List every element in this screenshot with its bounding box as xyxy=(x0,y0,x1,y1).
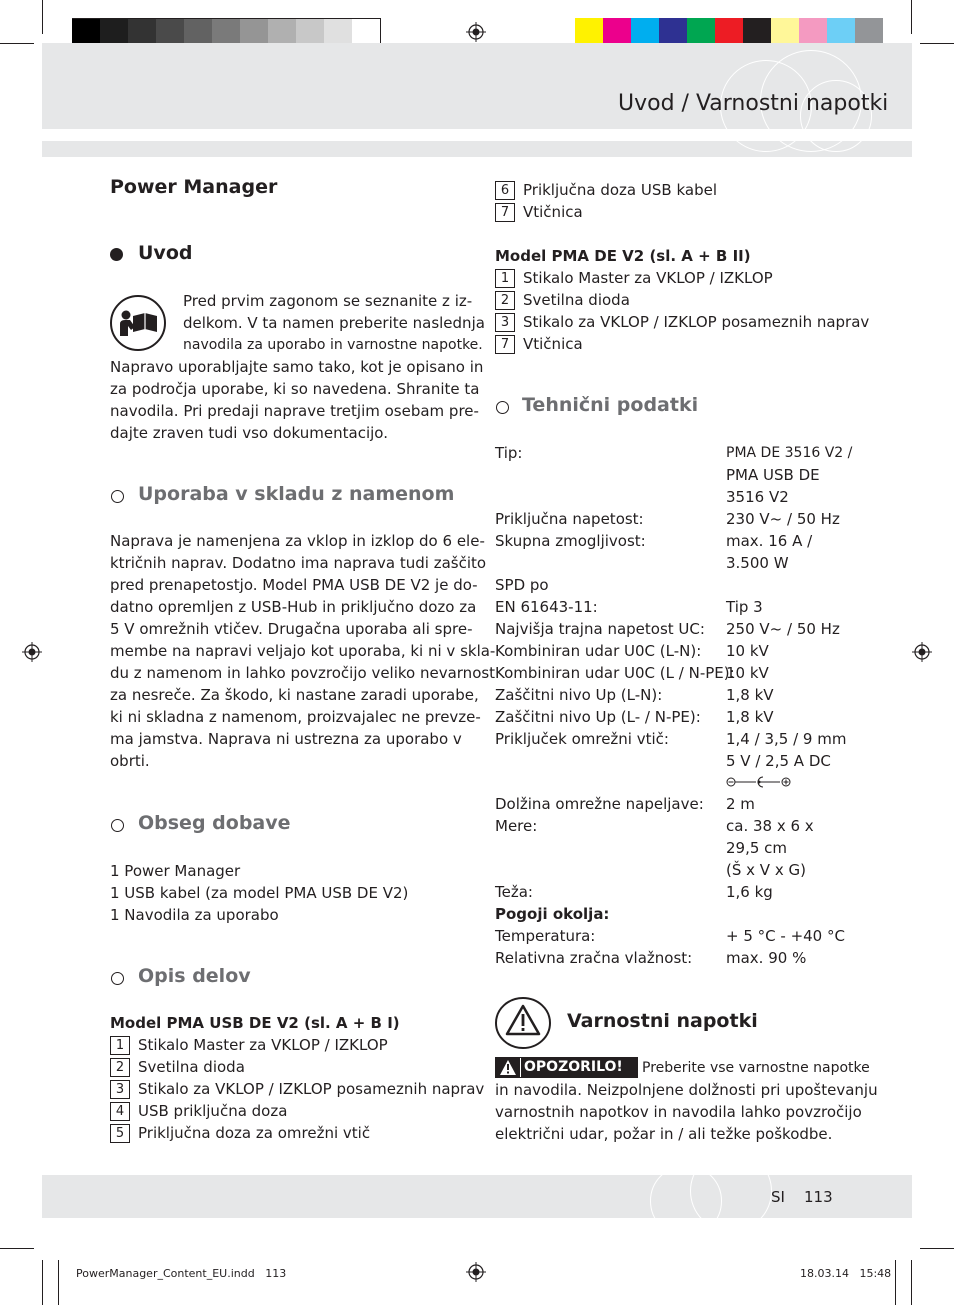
text-line: 1 Power Manager xyxy=(110,862,241,880)
bullet-icon xyxy=(110,248,123,261)
crop-mark xyxy=(911,0,912,34)
spec-key: Najvišja trajna napetost UC: xyxy=(495,620,705,638)
spec-value: ca. 38 x 6 x xyxy=(726,817,814,835)
part-number: 1 xyxy=(495,269,515,288)
text-line: za področja uporabe, ki so navedena. Shranite ta xyxy=(110,380,480,398)
footer-lang: SI xyxy=(771,1188,785,1206)
warning-label-box xyxy=(495,1057,638,1078)
spec-value: 1,4 / 3,5 / 9 mm xyxy=(726,730,847,748)
page-number: 113 xyxy=(804,1188,833,1206)
model1-heading: Model PMA USB DE V2 (sl. A + B I) xyxy=(110,1014,400,1032)
text-line: ma jamstva. Naprava ni ustrezna za uporabo v xyxy=(110,730,462,748)
section-circle-icon xyxy=(111,490,124,503)
crop-mark xyxy=(58,1260,59,1305)
spec-value: max. 90 % xyxy=(726,949,807,967)
part-label: Stikalo Master za VKLOP / IZKLOP xyxy=(523,269,773,287)
process-swatch xyxy=(827,18,855,46)
part-number: 5 xyxy=(110,1124,130,1143)
spec-value: 250 V~ / 50 Hz xyxy=(726,620,840,638)
text-line: delkom. V ta namen preberite naslednja xyxy=(183,314,485,332)
text-line: in navodila. Neizpolnjene dolžnosti pri upoštevanju xyxy=(495,1081,878,1099)
part-label: Stikalo za VKLOP / IZKLOP posameznih naprav xyxy=(523,313,870,331)
process-swatch xyxy=(575,18,603,46)
text-line: 5 V omrežnih vtičev. Drugačna uporaba ali spre- xyxy=(110,620,473,638)
decor-circle xyxy=(690,1150,772,1232)
registration-mark-icon xyxy=(466,1262,486,1282)
text-line: električni udar, požar in / ali težke poškodbe. xyxy=(495,1125,833,1143)
part-number: 6 xyxy=(495,181,515,200)
spec-key: Priključna napetost: xyxy=(495,510,644,528)
polarity-symbol-icon xyxy=(726,775,792,789)
part-number: 2 xyxy=(495,291,515,310)
process-swatch xyxy=(855,18,883,46)
warning-label: OPOZORILO! xyxy=(524,1059,623,1075)
text-line: Naprava je namenjena za vklop in izklop do 6 ele- xyxy=(110,532,485,550)
text-line: dajte zraven tudi vso dokumentacijo. xyxy=(110,424,388,442)
process-swatch xyxy=(687,18,715,46)
crop-mark xyxy=(920,43,954,44)
crop-mark xyxy=(911,1260,912,1305)
part-number: 7 xyxy=(495,203,515,222)
process-swatch xyxy=(659,18,687,46)
tech-heading: Tehnični podatki xyxy=(522,394,699,416)
section-circle-icon xyxy=(111,819,124,832)
spec-value: 5 V / 2,5 A DC xyxy=(726,752,831,770)
warning-circle-icon xyxy=(494,996,552,1050)
spec-value: 10 kV xyxy=(726,664,769,682)
page-title: Uvod / Varnostni napotki xyxy=(618,91,889,116)
text-line: Pred prvim zagonom se seznanite z iz- xyxy=(183,292,473,310)
spec-key: Temperatura: xyxy=(495,927,596,945)
spec-value: 3516 V2 xyxy=(726,488,789,506)
spec-value: PMA USB DE xyxy=(726,466,820,484)
text-line: datno opremljen z USB-Hub in priključno dozo za xyxy=(110,598,477,616)
warning-triangle-icon xyxy=(499,1059,517,1076)
spec-value: 1,8 kV xyxy=(726,686,774,704)
registration-mark-icon xyxy=(22,642,42,662)
use-heading: Uporaba v skladu z namenom xyxy=(138,483,455,505)
spec-value: 1,6 kg xyxy=(726,883,773,901)
text-line: pred prenapetostjo. Model PMA USB DE V2 je do- xyxy=(110,576,478,594)
spec-value: 230 V~ / 50 Hz xyxy=(726,510,840,528)
footer-date: 18.03.14 15:48 xyxy=(800,1267,892,1280)
spec-key: SPD po xyxy=(495,576,549,594)
spec-value: 1,8 kV xyxy=(726,708,774,726)
spec-key: Kombiniran udar U0C (L-N): xyxy=(495,642,702,660)
text-line: varnostnih napotkov in navodila lahko povzročijo xyxy=(495,1103,862,1121)
text-line: ktričnih naprav. Dodatno ima naprava tudi zaščito xyxy=(110,554,487,572)
intro-heading: Uvod xyxy=(138,242,193,264)
part-label: Vtičnica xyxy=(523,335,583,353)
warning-first-line: Preberite vse varnostne napotke xyxy=(642,1060,870,1076)
safety-heading: Varnostni napotki xyxy=(567,1010,758,1032)
spec-key: Tip: xyxy=(495,444,523,462)
spec-key: Zaščitni nivo Up (L- / N-PE): xyxy=(495,708,701,726)
part-number: 3 xyxy=(495,313,515,332)
text-line: Napravo uporabljajte samo tako, kot je opisano in xyxy=(110,358,484,376)
spec-value: 3.500 W xyxy=(726,554,789,572)
text-line: navodila. Pri predaji naprave tretjim osebam pre- xyxy=(110,402,479,420)
section-circle-icon xyxy=(496,401,509,414)
spec-value: max. 16 A / xyxy=(726,532,813,550)
text-line: navodila za uporabo in varnostne napotke. xyxy=(183,337,483,353)
part-label: Stikalo za VKLOP / IZKLOP posameznih naprav xyxy=(138,1080,485,1098)
crop-mark xyxy=(920,1248,954,1249)
part-label: Svetilna dioda xyxy=(138,1058,245,1076)
part-label: Svetilna dioda xyxy=(523,291,630,309)
doc-title: Power Manager xyxy=(110,176,278,198)
text-line: 1 USB kabel (za model PMA USB DE V2) xyxy=(110,884,409,902)
part-label: Vtičnica xyxy=(523,203,583,221)
crop-mark xyxy=(895,1260,896,1305)
process-swatch xyxy=(799,18,827,46)
process-swatch xyxy=(603,18,631,46)
process-swatch xyxy=(715,18,743,46)
spec-key: Teža: xyxy=(495,883,533,901)
text-line: 1 Navodila za uporabo xyxy=(110,906,279,924)
read-manual-icon xyxy=(109,294,167,352)
section-circle-icon xyxy=(111,972,124,985)
part-number: 4 xyxy=(110,1102,130,1121)
spec-value: (Š x V x G) xyxy=(726,861,806,879)
spec-key: Dolžina omrežne napeljave: xyxy=(495,795,704,813)
env-heading: Pogoji okolja: xyxy=(495,905,610,923)
registration-mark-icon xyxy=(466,22,486,42)
spec-value: 10 kV xyxy=(726,642,769,660)
spec-value: + 5 °C - +40 °C xyxy=(726,927,845,945)
model2-heading: Model PMA DE V2 (sl. A + B II) xyxy=(495,247,751,265)
part-number: 7 xyxy=(495,335,515,354)
registration-mark-icon xyxy=(912,642,932,662)
part-label: Priključna doza USB kabel xyxy=(523,181,717,199)
scope-heading: Obseg dobave xyxy=(138,812,291,834)
process-swatch xyxy=(631,18,659,46)
parts-heading: Opis delov xyxy=(138,965,251,987)
spec-value: PMA DE 3516 V2 / xyxy=(726,445,853,461)
part-number: 3 xyxy=(110,1080,130,1099)
spec-key: Mere: xyxy=(495,817,538,835)
text-line: ki ni skladna z namenom, proizvajalec ne prevze- xyxy=(110,708,481,726)
spec-key: Skupna zmogljivost: xyxy=(495,532,646,550)
footer-file: PowerManager_Content_EU.indd 113 xyxy=(76,1267,287,1280)
part-number: 1 xyxy=(110,1036,130,1055)
process-swatch xyxy=(743,18,771,46)
spec-key: Zaščitni nivo Up (L-N): xyxy=(495,686,663,704)
spec-key: Relativna zračna vlažnost: xyxy=(495,949,693,967)
part-number: 2 xyxy=(110,1058,130,1077)
spec-value: 2 m xyxy=(726,795,755,813)
text-line: membe na napravi veljajo kot uporaba, ki ni v skla- xyxy=(110,642,496,660)
spec-value: 29,5 cm xyxy=(726,839,788,857)
text-line: obrti. xyxy=(110,752,150,770)
text-line: du z namenom in lahko povzročijo veliko nevarnost xyxy=(110,664,496,682)
crop-mark xyxy=(0,1248,34,1249)
crop-mark xyxy=(42,1260,43,1305)
spec-key: EN 61643-11: xyxy=(495,598,598,616)
part-label: Stikalo Master za VKLOP / IZKLOP xyxy=(138,1036,388,1054)
crop-mark xyxy=(0,43,34,44)
part-label: USB priključna doza xyxy=(138,1102,288,1120)
spec-key: Priključek omrežni vtič: xyxy=(495,730,669,748)
spec-key: Kombiniran udar U0C (L / N-PE): xyxy=(495,664,735,682)
spec-value: Tip 3 xyxy=(726,598,763,616)
crop-mark xyxy=(42,0,43,34)
process-swatch xyxy=(771,18,799,46)
text-line: za nesreče. Za škodo, ki nastane zaradi uporabe, xyxy=(110,686,479,704)
part-label: Priključna doza za omrežni vtič xyxy=(138,1124,371,1142)
